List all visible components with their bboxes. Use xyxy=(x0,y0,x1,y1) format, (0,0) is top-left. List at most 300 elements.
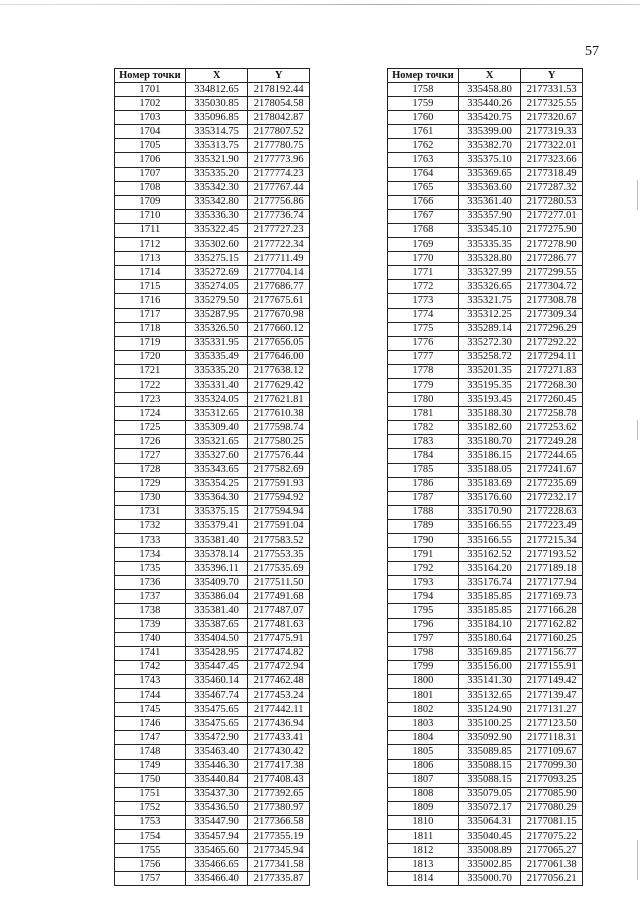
point-number-cell: 1795 xyxy=(388,604,459,618)
point-number-cell: 1768 xyxy=(388,223,459,237)
x-coordinate-cell: 334812.65 xyxy=(185,83,248,97)
x-coordinate-cell: 335164.20 xyxy=(458,562,521,576)
point-number-cell: 1734 xyxy=(115,548,186,562)
x-coordinate-cell: 335331.95 xyxy=(185,336,248,350)
point-number-cell: 1732 xyxy=(115,519,186,533)
y-coordinate-cell: 2177491.68 xyxy=(248,590,310,604)
table-row xyxy=(115,604,310,618)
y-coordinate-cell: 2177292.22 xyxy=(521,336,583,350)
point-number-cell: 1772 xyxy=(388,280,459,294)
y-coordinate-cell: 2177322.01 xyxy=(521,139,583,153)
x-coordinate-cell: 335287.95 xyxy=(185,308,248,322)
table-row xyxy=(388,562,583,576)
table-row xyxy=(115,421,310,435)
x-coordinate-cell: 335272.69 xyxy=(185,266,248,280)
x-coordinate-cell: 335188.30 xyxy=(458,407,521,421)
point-number-cell: 1791 xyxy=(388,548,459,562)
table-row xyxy=(115,519,310,533)
table-row xyxy=(388,674,583,688)
y-coordinate-cell: 2177807.52 xyxy=(248,125,310,139)
table-row xyxy=(388,294,583,308)
x-coordinate-cell: 335279.50 xyxy=(185,294,248,308)
point-number-cell: 1702 xyxy=(115,97,186,111)
table-row xyxy=(115,266,310,280)
point-number-cell: 1707 xyxy=(115,167,186,181)
y-coordinate-cell: 2177320.67 xyxy=(521,111,583,125)
table-row xyxy=(115,308,310,322)
x-coordinate-cell: 335184.10 xyxy=(458,618,521,632)
point-number-cell: 1765 xyxy=(388,181,459,195)
header-y: Y xyxy=(248,69,310,83)
y-coordinate-cell: 2177660.12 xyxy=(248,322,310,336)
point-number-cell: 1801 xyxy=(388,689,459,703)
point-number-cell: 1811 xyxy=(388,829,459,843)
point-number-cell: 1762 xyxy=(388,139,459,153)
x-coordinate-cell: 335180.64 xyxy=(458,632,521,646)
y-coordinate-cell: 2177308.78 xyxy=(521,294,583,308)
table-row xyxy=(388,181,583,195)
y-coordinate-cell: 2177189.18 xyxy=(521,562,583,576)
point-number-cell: 1760 xyxy=(388,111,459,125)
y-coordinate-cell: 2177109.67 xyxy=(521,745,583,759)
x-coordinate-cell: 335258.72 xyxy=(458,350,521,364)
table-row xyxy=(388,519,583,533)
table-row xyxy=(115,773,310,787)
table-row xyxy=(115,477,310,491)
table-row xyxy=(388,745,583,759)
point-number-cell: 1713 xyxy=(115,252,186,266)
x-coordinate-cell: 335008.89 xyxy=(458,844,521,858)
x-coordinate-cell: 335382.70 xyxy=(458,139,521,153)
y-coordinate-cell: 2177591.93 xyxy=(248,477,310,491)
point-number-cell: 1736 xyxy=(115,576,186,590)
y-coordinate-cell: 2177773.96 xyxy=(248,153,310,167)
point-number-cell: 1773 xyxy=(388,294,459,308)
y-coordinate-cell: 2177249.28 xyxy=(521,435,583,449)
table-row xyxy=(388,773,583,787)
x-coordinate-cell: 335274.05 xyxy=(185,280,248,294)
x-coordinate-cell: 335404.50 xyxy=(185,632,248,646)
table-row xyxy=(388,393,583,407)
point-number-cell: 1792 xyxy=(388,562,459,576)
y-coordinate-cell: 2177481.63 xyxy=(248,618,310,632)
y-coordinate-cell: 2177711.49 xyxy=(248,252,310,266)
x-coordinate-cell: 335457.94 xyxy=(185,829,248,843)
point-number-cell: 1809 xyxy=(388,801,459,815)
table-row xyxy=(115,632,310,646)
y-coordinate-cell: 2177253.62 xyxy=(521,421,583,435)
x-coordinate-cell: 335327.99 xyxy=(458,266,521,280)
y-coordinate-cell: 2177583.52 xyxy=(248,534,310,548)
table-row xyxy=(388,787,583,801)
x-coordinate-cell: 335326.50 xyxy=(185,322,248,336)
table-row xyxy=(115,167,310,181)
point-number-cell: 1766 xyxy=(388,195,459,209)
point-number-cell: 1750 xyxy=(115,773,186,787)
x-coordinate-cell: 335357.90 xyxy=(458,209,521,223)
table-row xyxy=(388,195,583,209)
y-coordinate-cell: 2177287.32 xyxy=(521,181,583,195)
x-coordinate-cell: 335166.55 xyxy=(458,519,521,533)
y-coordinate-cell: 2177335.87 xyxy=(248,872,310,886)
point-number-cell: 1709 xyxy=(115,195,186,209)
table-row xyxy=(115,139,310,153)
y-coordinate-cell: 2177235.69 xyxy=(521,477,583,491)
y-coordinate-cell: 2177160.25 xyxy=(521,632,583,646)
x-coordinate-cell: 335321.90 xyxy=(185,153,248,167)
table-row xyxy=(115,449,310,463)
table-row xyxy=(388,604,583,618)
point-number-cell: 1752 xyxy=(115,801,186,815)
x-coordinate-cell: 335169.85 xyxy=(458,646,521,660)
point-number-cell: 1756 xyxy=(115,858,186,872)
table-row xyxy=(115,280,310,294)
x-coordinate-cell: 335185.85 xyxy=(458,604,521,618)
table-row xyxy=(115,858,310,872)
x-coordinate-cell: 335364.30 xyxy=(185,491,248,505)
point-number-cell: 1800 xyxy=(388,674,459,688)
x-coordinate-cell: 335275.15 xyxy=(185,252,248,266)
table-row xyxy=(115,350,310,364)
x-coordinate-cell: 335193.45 xyxy=(458,393,521,407)
y-coordinate-cell: 2177241.67 xyxy=(521,463,583,477)
point-number-cell: 1730 xyxy=(115,491,186,505)
point-number-cell: 1798 xyxy=(388,646,459,660)
point-number-cell: 1733 xyxy=(115,534,186,548)
point-number-cell: 1810 xyxy=(388,815,459,829)
y-coordinate-cell: 2177294.11 xyxy=(521,350,583,364)
y-coordinate-cell: 2177436.94 xyxy=(248,717,310,731)
y-coordinate-cell: 2177675.61 xyxy=(248,294,310,308)
x-coordinate-cell: 335088.15 xyxy=(458,759,521,773)
table-row xyxy=(388,421,583,435)
point-number-cell: 1814 xyxy=(388,872,459,886)
x-coordinate-cell: 335324.05 xyxy=(185,393,248,407)
point-number-cell: 1748 xyxy=(115,745,186,759)
table-row xyxy=(115,872,310,886)
table-row xyxy=(388,336,583,350)
point-number-cell: 1806 xyxy=(388,759,459,773)
point-number-cell: 1802 xyxy=(388,703,459,717)
y-coordinate-cell: 2177366.58 xyxy=(248,815,310,829)
x-coordinate-cell: 335369.65 xyxy=(458,167,521,181)
y-coordinate-cell: 2177629.42 xyxy=(248,378,310,392)
coordinates-table-left xyxy=(114,68,310,886)
x-coordinate-cell: 335092.90 xyxy=(458,731,521,745)
y-coordinate-cell: 2177670.98 xyxy=(248,308,310,322)
table-row xyxy=(388,534,583,548)
x-coordinate-cell: 335156.00 xyxy=(458,660,521,674)
y-coordinate-cell: 2177594.92 xyxy=(248,491,310,505)
point-number-cell: 1717 xyxy=(115,308,186,322)
y-coordinate-cell: 2177727.23 xyxy=(248,223,310,237)
y-coordinate-cell: 2177304.72 xyxy=(521,280,583,294)
x-coordinate-cell: 335428.95 xyxy=(185,646,248,660)
point-number-cell: 1705 xyxy=(115,139,186,153)
x-coordinate-cell: 335313.75 xyxy=(185,139,248,153)
point-number-cell: 1757 xyxy=(115,872,186,886)
x-coordinate-cell: 335345.10 xyxy=(458,223,521,237)
y-coordinate-cell: 2177309.34 xyxy=(521,308,583,322)
table-row xyxy=(388,139,583,153)
point-number-cell: 1701 xyxy=(115,83,186,97)
point-number-cell: 1731 xyxy=(115,505,186,519)
table-row xyxy=(388,308,583,322)
x-coordinate-cell: 335002.85 xyxy=(458,858,521,872)
point-number-cell: 1715 xyxy=(115,280,186,294)
y-coordinate-cell: 2177080.29 xyxy=(521,801,583,815)
point-number-cell: 1770 xyxy=(388,252,459,266)
y-coordinate-cell: 2177380.97 xyxy=(248,801,310,815)
x-coordinate-cell: 335396.11 xyxy=(185,562,248,576)
table-row xyxy=(388,731,583,745)
x-coordinate-cell: 335195.35 xyxy=(458,378,521,392)
y-coordinate-cell: 2177075.22 xyxy=(521,829,583,843)
table-row xyxy=(115,223,310,237)
y-coordinate-cell: 2178192.44 xyxy=(248,83,310,97)
x-coordinate-cell: 335335.20 xyxy=(185,167,248,181)
y-coordinate-cell: 2177065.27 xyxy=(521,844,583,858)
table-row xyxy=(115,787,310,801)
y-coordinate-cell: 2177162.82 xyxy=(521,618,583,632)
table-row xyxy=(388,491,583,505)
x-coordinate-cell: 335312.65 xyxy=(185,407,248,421)
y-coordinate-cell: 2177228.63 xyxy=(521,505,583,519)
y-coordinate-cell: 2177686.77 xyxy=(248,280,310,294)
table-row xyxy=(115,393,310,407)
point-number-cell: 1714 xyxy=(115,266,186,280)
point-number-cell: 1771 xyxy=(388,266,459,280)
point-number-cell: 1759 xyxy=(388,97,459,111)
point-number-cell: 1794 xyxy=(388,590,459,604)
point-number-cell: 1718 xyxy=(115,322,186,336)
x-coordinate-cell: 335335.49 xyxy=(185,350,248,364)
x-coordinate-cell: 335186.15 xyxy=(458,449,521,463)
x-coordinate-cell: 335463.40 xyxy=(185,745,248,759)
point-number-cell: 1761 xyxy=(388,125,459,139)
x-coordinate-cell: 335440.84 xyxy=(185,773,248,787)
point-number-cell: 1725 xyxy=(115,421,186,435)
point-number-cell: 1774 xyxy=(388,308,459,322)
x-coordinate-cell: 335326.65 xyxy=(458,280,521,294)
y-coordinate-cell: 2177756.86 xyxy=(248,195,310,209)
table-row xyxy=(388,548,583,562)
table-row xyxy=(115,660,310,674)
table-row xyxy=(115,745,310,759)
x-coordinate-cell: 335030.85 xyxy=(185,97,248,111)
x-coordinate-cell: 335375.10 xyxy=(458,153,521,167)
y-coordinate-cell: 2177061.38 xyxy=(521,858,583,872)
y-coordinate-cell: 2177093.25 xyxy=(521,773,583,787)
point-number-cell: 1722 xyxy=(115,378,186,392)
y-coordinate-cell: 2177638.12 xyxy=(248,364,310,378)
point-number-cell: 1777 xyxy=(388,350,459,364)
x-coordinate-cell: 335375.15 xyxy=(185,505,248,519)
table-row xyxy=(115,463,310,477)
table-row xyxy=(115,294,310,308)
table-row xyxy=(388,717,583,731)
table-row xyxy=(115,252,310,266)
point-number-cell: 1803 xyxy=(388,717,459,731)
x-coordinate-cell: 335064.31 xyxy=(458,815,521,829)
y-coordinate-cell: 2177656.05 xyxy=(248,336,310,350)
x-coordinate-cell: 335162.52 xyxy=(458,548,521,562)
x-coordinate-cell: 335322.45 xyxy=(185,223,248,237)
page-number: 57 xyxy=(585,44,599,59)
table-row xyxy=(115,505,310,519)
x-coordinate-cell: 335437.30 xyxy=(185,787,248,801)
table-row xyxy=(115,801,310,815)
x-coordinate-cell: 335132.65 xyxy=(458,689,521,703)
x-coordinate-cell: 335176.60 xyxy=(458,491,521,505)
table-row xyxy=(388,689,583,703)
point-number-cell: 1726 xyxy=(115,435,186,449)
header-point-number: Номер точки xyxy=(388,69,459,83)
point-number-cell: 1799 xyxy=(388,660,459,674)
point-number-cell: 1741 xyxy=(115,646,186,660)
point-number-cell: 1721 xyxy=(115,364,186,378)
table-row xyxy=(115,238,310,252)
x-coordinate-cell: 335302.60 xyxy=(185,238,248,252)
y-coordinate-cell: 2177139.47 xyxy=(521,689,583,703)
point-number-cell: 1751 xyxy=(115,787,186,801)
point-number-cell: 1790 xyxy=(388,534,459,548)
point-number-cell: 1716 xyxy=(115,294,186,308)
x-coordinate-cell: 335466.40 xyxy=(185,872,248,886)
x-coordinate-cell: 335201.35 xyxy=(458,364,521,378)
point-number-cell: 1735 xyxy=(115,562,186,576)
y-coordinate-cell: 2177774.23 xyxy=(248,167,310,181)
table-row xyxy=(388,477,583,491)
table-row xyxy=(115,111,310,125)
table-row xyxy=(388,223,583,237)
x-coordinate-cell: 335312.25 xyxy=(458,308,521,322)
table-row xyxy=(388,660,583,674)
y-coordinate-cell: 2177299.55 xyxy=(521,266,583,280)
x-coordinate-cell: 335440.26 xyxy=(458,97,521,111)
x-coordinate-cell: 335321.75 xyxy=(458,294,521,308)
y-coordinate-cell: 2177149.42 xyxy=(521,674,583,688)
x-coordinate-cell: 335378.14 xyxy=(185,548,248,562)
point-number-cell: 1710 xyxy=(115,209,186,223)
point-number-cell: 1783 xyxy=(388,435,459,449)
y-coordinate-cell: 2177156.77 xyxy=(521,646,583,660)
y-coordinate-cell: 2177118.31 xyxy=(521,731,583,745)
table-row xyxy=(115,153,310,167)
table-row xyxy=(115,590,310,604)
x-coordinate-cell: 335176.74 xyxy=(458,576,521,590)
y-coordinate-cell: 2177166.28 xyxy=(521,604,583,618)
y-coordinate-cell: 2177417.38 xyxy=(248,759,310,773)
y-coordinate-cell: 2177331.53 xyxy=(521,83,583,97)
x-coordinate-cell: 335040.45 xyxy=(458,829,521,843)
x-coordinate-cell: 335328.80 xyxy=(458,252,521,266)
x-coordinate-cell: 335409.70 xyxy=(185,576,248,590)
point-number-cell: 1785 xyxy=(388,463,459,477)
x-coordinate-cell: 335327.60 xyxy=(185,449,248,463)
point-number-cell: 1708 xyxy=(115,181,186,195)
y-coordinate-cell: 2177318.49 xyxy=(521,167,583,181)
x-coordinate-cell: 335466.65 xyxy=(185,858,248,872)
table-row xyxy=(115,336,310,350)
point-number-cell: 1727 xyxy=(115,449,186,463)
x-coordinate-cell: 335072.17 xyxy=(458,801,521,815)
point-number-cell: 1740 xyxy=(115,632,186,646)
x-coordinate-cell: 335088.15 xyxy=(458,773,521,787)
y-coordinate-cell: 2177722.34 xyxy=(248,238,310,252)
header-point-number: Номер точки xyxy=(115,69,186,83)
x-coordinate-cell: 335089.85 xyxy=(458,745,521,759)
table-row xyxy=(388,111,583,125)
table-row xyxy=(115,378,310,392)
point-number-cell: 1728 xyxy=(115,463,186,477)
scan-margin-mark xyxy=(637,180,638,210)
table-row xyxy=(388,815,583,829)
table-row xyxy=(388,829,583,843)
y-coordinate-cell: 2177260.45 xyxy=(521,393,583,407)
table-row xyxy=(388,449,583,463)
table-row xyxy=(388,463,583,477)
y-coordinate-cell: 2177081.15 xyxy=(521,815,583,829)
table-row xyxy=(115,435,310,449)
y-coordinate-cell: 2177268.30 xyxy=(521,378,583,392)
table-row xyxy=(388,167,583,181)
y-coordinate-cell: 2177232.17 xyxy=(521,491,583,505)
point-number-cell: 1743 xyxy=(115,674,186,688)
header-y: Y xyxy=(521,69,583,83)
y-coordinate-cell: 2177271.83 xyxy=(521,364,583,378)
x-coordinate-cell: 335467.74 xyxy=(185,689,248,703)
table-row xyxy=(388,618,583,632)
table-row xyxy=(115,97,310,111)
table-row xyxy=(115,364,310,378)
y-coordinate-cell: 2177099.30 xyxy=(521,759,583,773)
table-row xyxy=(388,209,583,223)
x-coordinate-cell: 335379.41 xyxy=(185,519,248,533)
point-number-cell: 1781 xyxy=(388,407,459,421)
y-coordinate-cell: 2177576.44 xyxy=(248,449,310,463)
y-coordinate-cell: 2177487.07 xyxy=(248,604,310,618)
point-number-cell: 1812 xyxy=(388,844,459,858)
y-coordinate-cell: 2177767.44 xyxy=(248,181,310,195)
y-coordinate-cell: 2177296.29 xyxy=(521,322,583,336)
x-coordinate-cell: 335458.80 xyxy=(458,83,521,97)
x-coordinate-cell: 335336.30 xyxy=(185,209,248,223)
x-coordinate-cell: 335475.65 xyxy=(185,717,248,731)
scan-margin-mark xyxy=(637,840,638,880)
y-coordinate-cell: 2177594.94 xyxy=(248,505,310,519)
y-coordinate-cell: 2177646.00 xyxy=(248,350,310,364)
table-row xyxy=(115,646,310,660)
y-coordinate-cell: 2178042.87 xyxy=(248,111,310,125)
point-number-cell: 1747 xyxy=(115,731,186,745)
point-number-cell: 1780 xyxy=(388,393,459,407)
y-coordinate-cell: 2177193.52 xyxy=(521,548,583,562)
y-coordinate-cell: 2177155.91 xyxy=(521,660,583,674)
table-row xyxy=(388,844,583,858)
point-number-cell: 1723 xyxy=(115,393,186,407)
coordinates-table-right xyxy=(387,68,583,886)
table-row xyxy=(388,759,583,773)
x-coordinate-cell: 335436.50 xyxy=(185,801,248,815)
x-coordinate-cell: 335166.55 xyxy=(458,534,521,548)
table-row xyxy=(115,209,310,223)
table-row xyxy=(388,435,583,449)
y-coordinate-cell: 2177131.27 xyxy=(521,703,583,717)
y-coordinate-cell: 2178054.58 xyxy=(248,97,310,111)
table-row xyxy=(115,491,310,505)
y-coordinate-cell: 2177704.14 xyxy=(248,266,310,280)
